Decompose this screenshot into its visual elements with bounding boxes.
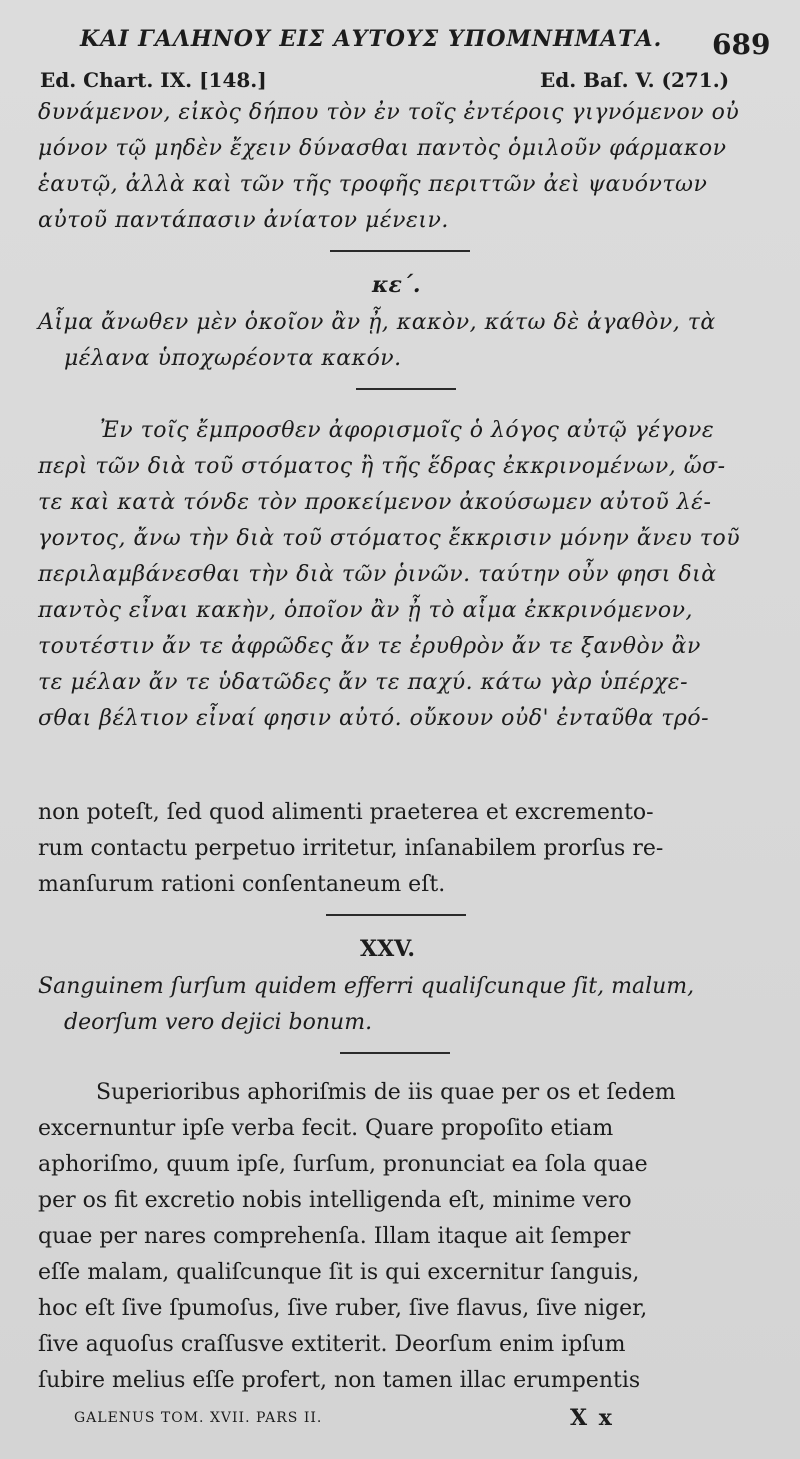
latin-aphorism-line: deorſum vero dejici bonum. (64, 1010, 373, 1035)
latin-commentary-line: quae per nares comprehenſa. Illam itaque ait ſemper (38, 1224, 631, 1249)
latin-aphorism-line: Sanguinem ſurſum quidem efferri qualiſcunque ſit, malum, (38, 974, 695, 999)
greek-commentary-line: γοντος, ἄνω τὴν διὰ τοῦ στόματος ἔκκρισιν μόνην ἄνευ τοῦ (38, 526, 741, 551)
section-divider (330, 250, 470, 252)
section-divider (326, 914, 466, 916)
latin-commentary-line: ſive aquoſus craſſusve extiterit. Deorſum enim ipſum (38, 1332, 626, 1357)
edition-reference-right: Ed. Baſ. V. (271.) (540, 68, 730, 92)
greek-opening-line: δυνάμενον, εἰκὸς δήπου τὸν ἐν τοῖς ἐντέροις γιγνόμενον οὐ (38, 100, 740, 125)
gathering-mark: X x (570, 1405, 614, 1431)
latin-opening-line: non poteſt, ſed quod alimenti praeterea et excremento- (38, 800, 654, 825)
latin-opening-line: rum contactu perpetuo irritetur, inſanabilem prorſus re- (38, 836, 664, 861)
edition-reference-left: Ed. Chart. IX. [148.] (40, 68, 267, 92)
latin-commentary-line: ſubire melius eſſe profert, non tamen illac erumpentis (38, 1368, 641, 1393)
greek-section-number: κε΄. (372, 272, 421, 298)
greek-commentary-line: τουτέστιν ἄν τε ἀφρῶδες ἄν τε ἐρυθρὸν ἄν τε ξανθὸν ἂν (38, 634, 701, 659)
greek-opening-line: ἑαυτῷ, ἀλλὰ καὶ τῶν τῆς τροφῆς περιττῶν ἀεὶ ψαυόντων (38, 172, 708, 197)
section-divider (356, 388, 456, 390)
greek-commentary-line: τε μέλαν ἄν τε ὑδατῶδες ἄν τε παχύ. κάτω γὰρ ὑπέρχε- (38, 670, 689, 695)
latin-commentary-line: eſſe malam, qualiſcunque ſit is qui excernitur ſanguis, (38, 1260, 640, 1285)
greek-opening-line: μόνον τῷ μηδὲν ἔχειν δύνασθαι παντὸς ὁμιλοῦν φάρμακον (38, 136, 727, 161)
page-number: 689 (712, 28, 771, 61)
latin-commentary-line: hoc eſt ſive ſpumoſus, ſive ruber, ſive flavus, ſive niger, (38, 1296, 648, 1321)
latin-commentary-line: Superioribus aphoriſmis de iis quae per os et ſedem (96, 1080, 676, 1105)
greek-commentary-line: Ἐν τοῖς ἔμπροσθεν ἀφορισμοῖς ὁ λόγος αὐτῷ γέγονε (100, 418, 715, 443)
latin-section-number: XXV. (360, 936, 416, 962)
greek-opening-line: αὐτοῦ παντάπασιν ἀνίατον μένειν. (38, 208, 449, 233)
signature-line: GALENUS TOM. XVII. PARS II. (74, 1410, 323, 1426)
latin-opening-line: manſurum rationi conſentaneum eſt. (38, 872, 446, 897)
latin-commentary-line: excernuntur ipſe verba fecit. Quare propoſito etiam (38, 1116, 614, 1141)
running-title: ΚΑΙ ΓΑΛΗΝΟΥ ΕΙΣ ΑΥΤΟΥΣ ΥΠΟΜΝΗΜΑΤΑ. (80, 26, 663, 52)
latin-commentary-line: aphoriſmo, quum ipſe, ſurſum, pronunciat ea ſola quae (38, 1152, 648, 1177)
greek-commentary-line: σθαι βέλτιον εἶναί φησιν αὐτό. οὔκουν οὐδ' ἐνταῦθα τρό- (38, 706, 710, 731)
greek-aphorism-line: Αἷμα ἄνωθεν μὲν ὁκοῖον ἂν ᾖ, κακὸν, κάτω δὲ ἀγαθὸν, τὰ (38, 310, 716, 335)
greek-aphorism-line: μέλανα ὑποχωρέοντα κακόν. (64, 346, 402, 371)
greek-commentary-line: περιλαμβάνεσθαι τὴν διὰ τῶν ῥινῶν. ταύτην οὖν φησι διὰ (38, 562, 717, 587)
latin-commentary-line: per os fit excretio nobis intelligenda eſt, minime vero (38, 1188, 632, 1213)
section-divider (340, 1052, 450, 1054)
greek-commentary-line: περὶ τῶν διὰ τοῦ στόματος ἢ τῆς ἕδρας ἐκκρινομένων, ὥσ- (38, 454, 726, 479)
greek-commentary-line: τε καὶ κατὰ τόνδε τὸν προκείμενον ἀκούσωμεν αὐτοῦ λέ- (38, 490, 712, 515)
greek-commentary-line: παντὸς εἶναι κακὴν, ὁποῖον ἂν ᾖ τὸ αἷμα ἐκκρινόμενον, (38, 598, 694, 623)
